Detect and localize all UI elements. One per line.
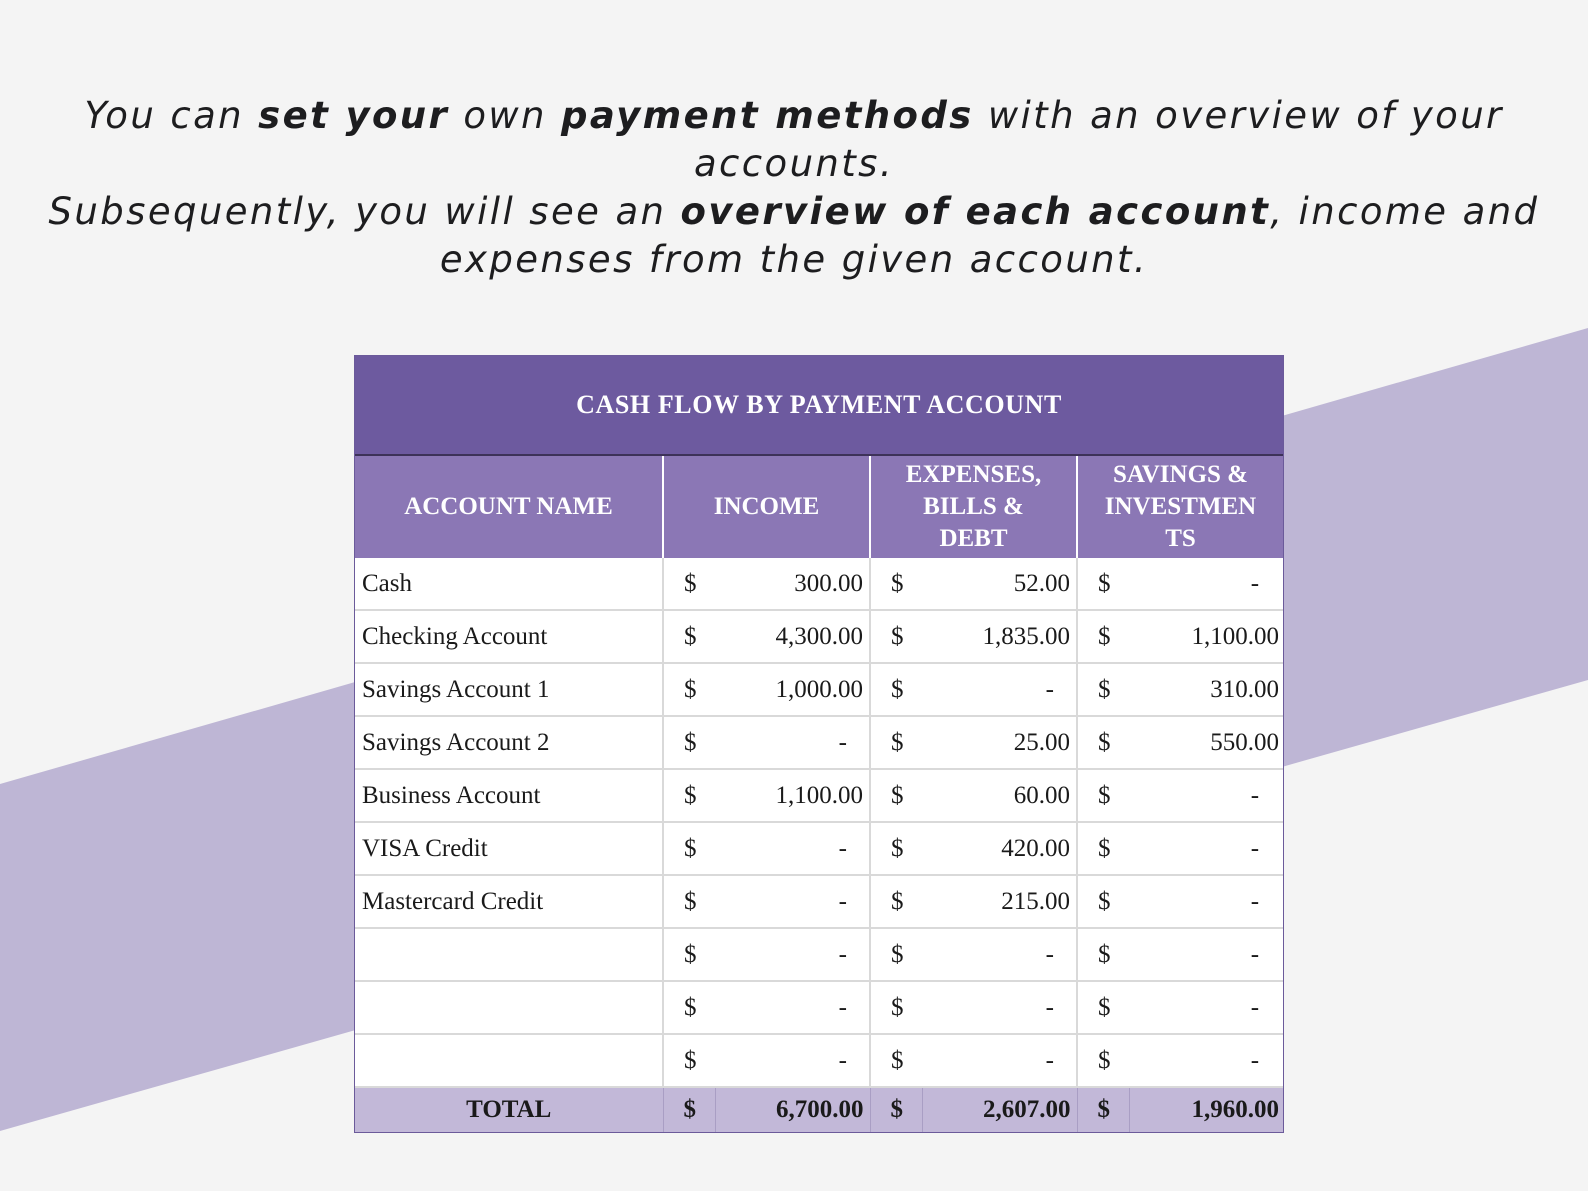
expenses-cell: 215.00 bbox=[922, 875, 1077, 928]
currency-symbol: $ bbox=[663, 822, 715, 875]
income-cell: - bbox=[715, 981, 870, 1034]
table-row bbox=[355, 558, 1283, 610]
currency-symbol: $ bbox=[1077, 663, 1129, 716]
currency-symbol: $ bbox=[1077, 822, 1129, 875]
currency-symbol: $ bbox=[663, 716, 715, 769]
account-name-cell: Savings Account 1 bbox=[355, 663, 663, 716]
total-row bbox=[355, 1087, 1283, 1132]
savings-cell: 310.00 bbox=[1129, 663, 1283, 716]
currency-symbol: $ bbox=[870, 663, 922, 716]
savings-cell: - bbox=[1129, 822, 1283, 875]
currency-symbol: $ bbox=[870, 610, 922, 663]
savings-cell: 1,100.00 bbox=[1129, 610, 1283, 663]
currency-symbol: $ bbox=[1077, 716, 1129, 769]
table-row bbox=[355, 769, 1283, 822]
table-row bbox=[355, 610, 1283, 663]
expenses-cell: - bbox=[922, 1034, 1077, 1087]
account-name-cell: Cash bbox=[355, 558, 663, 610]
cash-flow-table bbox=[354, 355, 1284, 1133]
currency-symbol: $ bbox=[663, 558, 715, 610]
headline-line-2: accounts. bbox=[693, 142, 895, 185]
savings-cell: - bbox=[1129, 1034, 1283, 1087]
currency-symbol: $ bbox=[870, 928, 922, 981]
currency-symbol: $ bbox=[870, 769, 922, 822]
expenses-cell: - bbox=[922, 928, 1077, 981]
savings-cell: - bbox=[1129, 928, 1283, 981]
headline bbox=[40, 92, 1548, 284]
currency-symbol: $ bbox=[663, 663, 715, 716]
income-cell: - bbox=[715, 822, 870, 875]
expenses-cell: 60.00 bbox=[922, 769, 1077, 822]
income-cell: 1,000.00 bbox=[715, 663, 870, 716]
income-cell: - bbox=[715, 928, 870, 981]
savings-cell: 550.00 bbox=[1129, 716, 1283, 769]
header-savings: SAVINGS & INVESTMEN TS bbox=[1077, 455, 1283, 558]
expenses-cell: 52.00 bbox=[922, 558, 1077, 610]
currency-symbol: $ bbox=[1077, 1034, 1129, 1087]
total-savings: 1,960.00 bbox=[1129, 1087, 1283, 1132]
account-name-cell: Business Account bbox=[355, 769, 663, 822]
savings-cell: - bbox=[1129, 875, 1283, 928]
expenses-cell: 25.00 bbox=[922, 716, 1077, 769]
expenses-cell: 420.00 bbox=[922, 822, 1077, 875]
currency-symbol: $ bbox=[1077, 769, 1129, 822]
table-row bbox=[355, 981, 1283, 1034]
currency-symbol: $ bbox=[870, 981, 922, 1034]
currency-symbol: $ bbox=[870, 1034, 922, 1087]
savings-cell: - bbox=[1129, 981, 1283, 1034]
currency-symbol: $ bbox=[663, 610, 715, 663]
currency-symbol: $ bbox=[870, 716, 922, 769]
account-name-cell: VISA Credit bbox=[355, 822, 663, 875]
table-row bbox=[355, 663, 1283, 716]
table-row bbox=[355, 875, 1283, 928]
expenses-cell: - bbox=[922, 663, 1077, 716]
income-cell: - bbox=[715, 875, 870, 928]
currency-symbol: $ bbox=[870, 822, 922, 875]
account-name-cell bbox=[355, 928, 663, 981]
savings-cell: - bbox=[1129, 558, 1283, 610]
currency-symbol: $ bbox=[1077, 1087, 1129, 1132]
total-label: TOTAL bbox=[355, 1087, 663, 1132]
headline-line-1: You can set your own payment methods with an overview of your bbox=[84, 94, 1504, 137]
table-title: CASH FLOW BY PAYMENT ACCOUNT bbox=[355, 356, 1283, 455]
income-cell: - bbox=[715, 1034, 870, 1087]
expenses-cell: 1,835.00 bbox=[922, 610, 1077, 663]
currency-symbol: $ bbox=[1077, 981, 1129, 1034]
currency-symbol: $ bbox=[1077, 875, 1129, 928]
income-cell: - bbox=[715, 716, 870, 769]
currency-symbol: $ bbox=[870, 875, 922, 928]
currency-symbol: $ bbox=[663, 1034, 715, 1087]
currency-symbol: $ bbox=[663, 875, 715, 928]
header-expenses: EXPENSES, BILLS & DEBT bbox=[870, 455, 1077, 558]
total-income: 6,700.00 bbox=[715, 1087, 870, 1132]
income-cell: 1,100.00 bbox=[715, 769, 870, 822]
currency-symbol: $ bbox=[663, 769, 715, 822]
currency-symbol: $ bbox=[870, 1087, 922, 1132]
account-name-cell bbox=[355, 981, 663, 1034]
table-body bbox=[355, 558, 1283, 1087]
income-cell: 4,300.00 bbox=[715, 610, 870, 663]
currency-symbol: $ bbox=[663, 928, 715, 981]
account-name-cell: Savings Account 2 bbox=[355, 716, 663, 769]
table-row bbox=[355, 716, 1283, 769]
currency-symbol: $ bbox=[1077, 610, 1129, 663]
header-account-name: ACCOUNT NAME bbox=[355, 455, 663, 558]
currency-symbol: $ bbox=[1077, 928, 1129, 981]
currency-symbol: $ bbox=[663, 1087, 715, 1132]
header-income: INCOME bbox=[663, 455, 870, 558]
account-name-cell: Checking Account bbox=[355, 610, 663, 663]
currency-symbol: $ bbox=[1077, 558, 1129, 610]
currency-symbol: $ bbox=[870, 558, 922, 610]
headline-line-3: Subsequently, you will see an overview of each account, income and bbox=[48, 190, 1540, 233]
table-row bbox=[355, 822, 1283, 875]
total-expenses: 2,607.00 bbox=[922, 1087, 1077, 1132]
headline-line-4: expenses from the given account. bbox=[439, 238, 1149, 281]
account-name-cell bbox=[355, 1034, 663, 1087]
table-row bbox=[355, 1034, 1283, 1087]
savings-cell: - bbox=[1129, 769, 1283, 822]
table-row bbox=[355, 928, 1283, 981]
expenses-cell: - bbox=[922, 981, 1077, 1034]
income-cell: 300.00 bbox=[715, 558, 870, 610]
currency-symbol: $ bbox=[663, 981, 715, 1034]
header-row bbox=[355, 455, 1283, 558]
account-name-cell: Mastercard Credit bbox=[355, 875, 663, 928]
